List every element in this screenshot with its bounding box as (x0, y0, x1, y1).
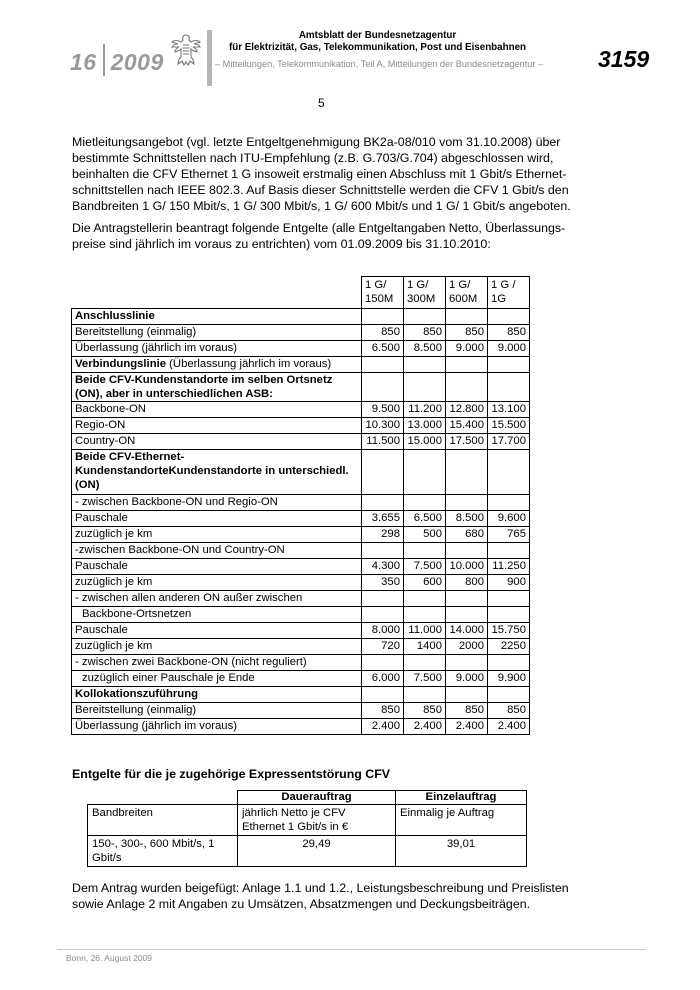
price-cell: 39,01 (396, 836, 527, 867)
price-cell: 850 (446, 325, 488, 341)
price-cell: 850 (404, 703, 446, 719)
table-row (72, 373, 530, 402)
table-row (72, 591, 530, 607)
price-cell: 11.200 (404, 402, 446, 418)
text-line: Die Antragstellerin beantragt folgende Entgelte (alle Entgeltangaben Netto, Überlassungs- (72, 221, 566, 235)
price-cell: 500 (404, 527, 446, 543)
column-header: 1 G/ 150M (362, 277, 404, 309)
table-cell: jährlich Netto je CFV Ethernet 1 Gbit/s in € (238, 805, 396, 836)
text-line: Dem Antrag wurden beigefügt: Anlage 1.1 und 1.2., Leistungsbeschreibung und Preislisten (72, 881, 569, 895)
publication-subtitle: – Mitteilungen, Telekommunikation, Teil A, Mitteilungen der Bundesnetzagentur – (215, 59, 544, 69)
price-cell: 9.500 (362, 402, 404, 418)
price-cell: 9.000 (446, 671, 488, 687)
price-cell: 7.500 (404, 559, 446, 575)
table-row (72, 607, 530, 623)
row-label: Überlassung (jährlich im voraus) (72, 341, 362, 357)
price-cell: 2.400 (362, 719, 404, 735)
price-cell: 15.400 (446, 418, 488, 434)
table-row (72, 341, 530, 357)
table-row (72, 719, 530, 735)
subgroup-label: - zwischen allen anderen ON außer zwischen (72, 591, 362, 607)
price-cell: 850 (488, 325, 530, 341)
table-row (72, 671, 530, 687)
row-label: Pauschale (72, 623, 362, 639)
price-cell: 4.300 (362, 559, 404, 575)
section-heading: Anschlusslinie (72, 309, 362, 325)
price-cell: 6.500 (404, 511, 446, 527)
subgroup-label-continued: Backbone-Ortsnetzen (72, 607, 362, 623)
table-row (72, 623, 530, 639)
price-cell: 13.100 (488, 402, 530, 418)
price-cell: 850 (362, 703, 404, 719)
row-label: Country-ON (72, 434, 362, 450)
price-cell: 11.250 (488, 559, 530, 575)
table-row (88, 836, 527, 867)
subgroup-label: - zwischen Backbone-ON und Regio-ON (72, 495, 362, 511)
issue-separator (103, 44, 105, 76)
column-header: 1 G/ 600M (446, 277, 488, 309)
publication-title-line1: Amtsblatt der Bundesnetzagentur (298, 30, 457, 41)
price-cell: 12.800 (446, 402, 488, 418)
column-header: Einzelauftrag (396, 791, 527, 805)
price-cell: 8.500 (446, 511, 488, 527)
table-row (72, 639, 530, 655)
row-label: Überlassung (jährlich im voraus) (72, 719, 362, 735)
header-blank-cell (88, 791, 238, 805)
table-row (72, 511, 530, 527)
table-row (88, 805, 527, 836)
price-cell: 9.600 (488, 511, 530, 527)
price-cell: 17.700 (488, 434, 530, 450)
price-cell: 9.900 (488, 671, 530, 687)
text-line: sowie Anlage 2 mit Angaben zu Umsätzen, Absatzmengen und Deckungsbeiträgen. (72, 897, 531, 911)
price-cell: 765 (488, 527, 530, 543)
text-line: bestimmte Schnittstellen nach ITU-Empfehlung (z.B. G.703/G.704) abgeschlossen wird, (72, 151, 554, 165)
row-label: Pauschale (72, 511, 362, 527)
text-line: schnittstellen nach IEEE 802.3. Auf Basis dieser Schnittstelle werden die CFV 1 Gbit/s den (72, 183, 569, 197)
price-cell: 2.400 (446, 719, 488, 735)
price-cell: 10.300 (362, 418, 404, 434)
price-cell: 7.500 (404, 671, 446, 687)
price-cell: 900 (488, 575, 530, 591)
text-line: Bandbreiten 1 G/ 150 Mbit/s, 1 G/ 300 Mbit/s, 1 G/ 600 Mbit/s und 1 G/ 1 Gbit/s angeboten. (72, 199, 571, 213)
express-price-table (87, 790, 527, 867)
price-cell: 11.500 (362, 434, 404, 450)
table-row (72, 402, 530, 418)
issue-number: 16 (70, 49, 97, 75)
table-cell: Einmalig je Auftrag (396, 805, 527, 836)
row-label: Backbone-ON (72, 402, 362, 418)
table-row (72, 687, 530, 703)
column-header: 1 G / 1G (488, 277, 530, 309)
price-cell: 8.500 (404, 341, 446, 357)
price-cell: 720 (362, 639, 404, 655)
header-divider (207, 30, 212, 86)
price-cell: 29,49 (238, 836, 396, 867)
column-header: 1 G/ 300M (404, 277, 446, 309)
price-cell: 298 (362, 527, 404, 543)
price-cell: 2.400 (488, 719, 530, 735)
price-cell: 15.750 (488, 623, 530, 639)
price-cell: 15.500 (488, 418, 530, 434)
price-cell: 2250 (488, 639, 530, 655)
section-heading-note: (Überlassung jährlich im voraus) (166, 358, 332, 370)
price-cell: 8.000 (362, 623, 404, 639)
price-cell: 9.000 (488, 341, 530, 357)
footer-rule (57, 949, 646, 950)
row-label: zuzüglich je km (72, 639, 362, 655)
section-heading (72, 357, 362, 373)
price-cell: 850 (362, 325, 404, 341)
table-header-row (88, 791, 527, 805)
price-cell: 6.500 (362, 341, 404, 357)
table-row (72, 527, 530, 543)
price-cell: 800 (446, 575, 488, 591)
table-row (72, 325, 530, 341)
federal-eagle-icon (170, 32, 202, 68)
row-label: Bandbreiten (88, 805, 238, 836)
table-row (72, 495, 530, 511)
row-label: Bereitstellung (einmalig) (72, 703, 362, 719)
header-blank-cell (72, 277, 362, 309)
table-row (72, 434, 530, 450)
paragraph-attachments (72, 880, 582, 912)
price-cell: 3.655 (362, 511, 404, 527)
text-line: Mietleitungsangebot (vgl. letzte Entgeltgenehmigung BK2a-08/010 vom 31.10.2008) über (72, 135, 561, 149)
paragraph-intro (72, 134, 582, 214)
price-cell: 2.400 (404, 719, 446, 735)
inner-page-number: 5 (318, 96, 325, 110)
text-line: preise sind jährlich im voraus zu entrichten) vom 01.09.2009 bis 31.10.2010: (72, 237, 491, 251)
issue-year: 2009 (110, 49, 164, 75)
table-header-row (72, 277, 530, 309)
price-cell: 9.000 (446, 341, 488, 357)
table-row (72, 655, 530, 671)
table-row (72, 575, 530, 591)
price-table (71, 276, 530, 735)
row-label: zuzüglich einer Pauschale je Ende (72, 671, 362, 687)
price-cell: 11.000 (404, 623, 446, 639)
price-cell: 6.000 (362, 671, 404, 687)
price-cell: 13.000 (404, 418, 446, 434)
text-line: beinhalten die CFV Ethernet 1 G insoweit erstmalig einen Abschluss mit 1 Gbit/s Ethernet- (72, 167, 567, 181)
paragraph-request (72, 220, 582, 252)
price-cell: 850 (404, 325, 446, 341)
table-row (72, 357, 530, 373)
express-table-title: Entgelte für die je zugehörige Expressentstörung CFV (72, 767, 391, 781)
table-row (72, 543, 530, 559)
publication-title-line2: für Elektrizität, Gas, Telekommunikation, Post und Eisenbahnen (228, 41, 527, 53)
price-cell: 850 (446, 703, 488, 719)
issue-label (70, 44, 164, 76)
table-row (72, 418, 530, 434)
price-cell: 350 (362, 575, 404, 591)
column-header: Dauerauftrag (238, 791, 396, 805)
group-heading: Beide CFV-Ethernet-KundenstandorteKundenstandorte in unterschiedl. (ON) (72, 450, 362, 495)
row-label: zuzüglich je km (72, 575, 362, 591)
price-cell: 17.500 (446, 434, 488, 450)
table-row (72, 559, 530, 575)
price-cell: 10.000 (446, 559, 488, 575)
row-label: 150-, 300-, 600 Mbit/s, 1 Gbit/s (88, 836, 238, 867)
price-cell: 600 (404, 575, 446, 591)
price-cell: 14.000 (446, 623, 488, 639)
subgroup-label: -zwischen Backbone-ON und Country-ON (72, 543, 362, 559)
publication-title (215, 30, 540, 53)
row-label: Bereitstellung (einmalig) (72, 325, 362, 341)
table-row (72, 703, 530, 719)
subgroup-label: - zwischen zwei Backbone-ON (nicht reguliert) (72, 655, 362, 671)
table-row (72, 450, 530, 495)
row-label: Regio-ON (72, 418, 362, 434)
price-cell: 15.000 (404, 434, 446, 450)
row-label: Pauschale (72, 559, 362, 575)
footer-date: Bonn, 26. August 2009 (66, 953, 153, 963)
price-cell: 850 (488, 703, 530, 719)
section-heading-bold: Verbindungslinie (75, 358, 167, 370)
price-cell: 680 (446, 527, 488, 543)
section-heading: Kollokationszuführung (72, 687, 362, 703)
price-cell: 2000 (446, 639, 488, 655)
row-label: zuzüglich je km (72, 527, 362, 543)
group-heading: Beide CFV-Kundenstandorte im selben Ortsnetz (ON), aber in unterschiedlichen ASB: (72, 373, 362, 402)
price-cell: 1400 (404, 639, 446, 655)
table-row (72, 309, 530, 325)
page-number: 3159 (598, 46, 650, 72)
